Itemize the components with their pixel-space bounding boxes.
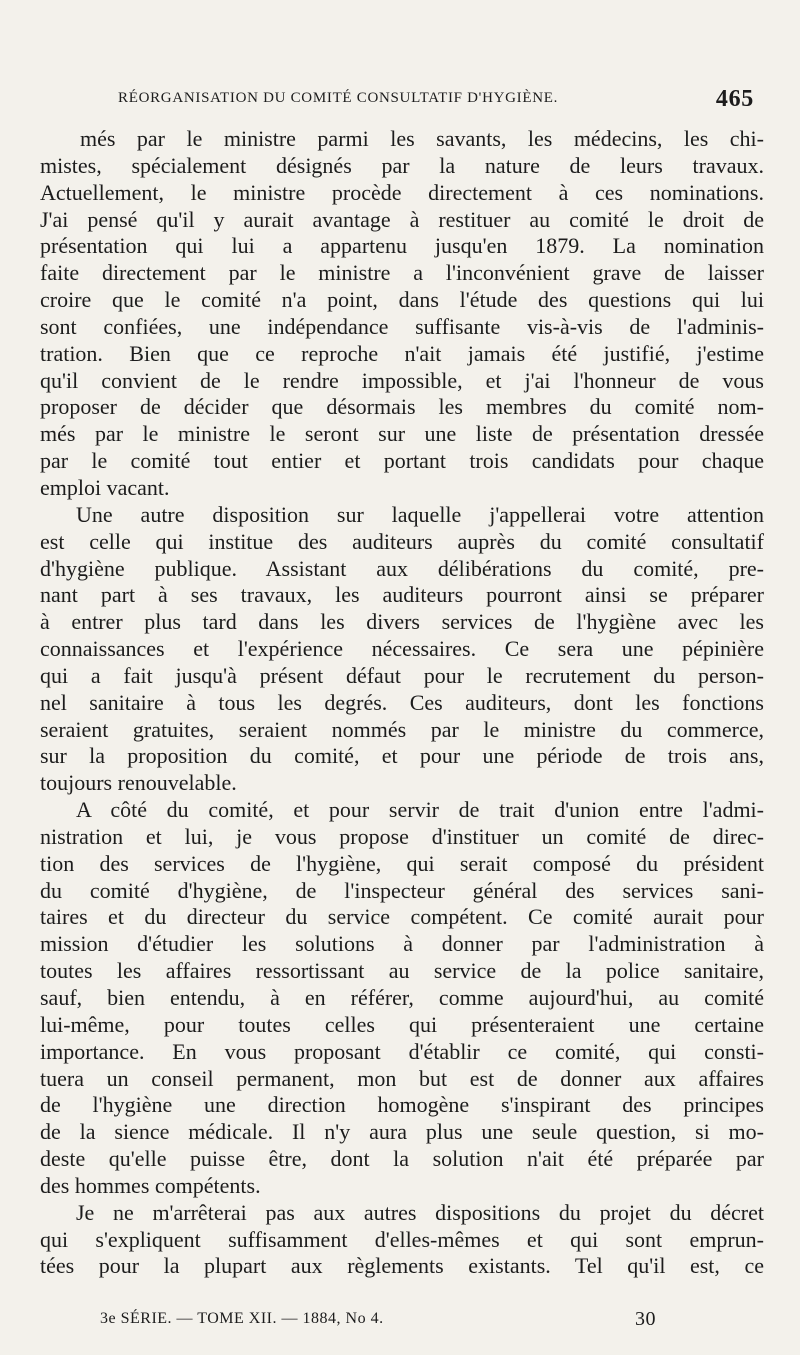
paragraph-first-line: A côté du comité, et pour servir de trait d'union entre l'admi- [76, 797, 764, 823]
text-line: tration. Bien que ce reproche n'ait jamais été justifié, j'estime [40, 340, 764, 366]
text-line: més par le ministre parmi les savants, les médecins, les chi- [80, 126, 764, 151]
body-text [40, 126, 764, 1280]
text-line: nistration et lui, je vous propose d'instituer un comité de direc- [40, 823, 764, 849]
text-line: tuera un conseil permanent, mon but est de donner aux affaires [40, 1065, 764, 1091]
text-line: emploi vacant. [40, 474, 170, 500]
text-line: de l'hygiène une direction homogène s'inspirant des principes [40, 1092, 764, 1118]
text-line: qui s'expliquent suffisamment d'elles-mêmes et qui sont emprun- [40, 1226, 764, 1252]
text-line: qu'il convient de le rendre impossible, et j'ai l'honneur de vous [40, 367, 764, 393]
text-line: des hommes compétents. [40, 1172, 261, 1198]
text-line: tion des services de l'hygiène, qui serait composé du président [40, 850, 764, 876]
text-line: est celle qui institue des auditeurs auprès du comité consultatif [40, 528, 764, 554]
sheet-number: 30 [635, 1308, 656, 1330]
page-number: 465 [715, 86, 754, 112]
text-line: importance. En vous proposant d'établir ce comité, qui consti- [40, 1038, 764, 1064]
text-line: du comité d'hygiène, de l'inspecteur général des services sani- [40, 877, 764, 903]
text-line: nel sanitaire à tous les degrés. Ces auditeurs, dont les fonctions [40, 689, 764, 715]
text-line: taires et du directeur du service compétent. Ce comité aurait pour [40, 904, 764, 930]
text-line: Actuellement, le ministre procède directement à ces nominations. [40, 179, 764, 205]
text-line: sauf, bien entendu, à en référer, comme aujourd'hui, au comité [40, 985, 764, 1010]
text-line: deste qu'elle puisse être, dont la solution n'ait été préparée par [40, 1146, 764, 1172]
text-line: mistes, spécialement désignés par la nature de leurs travaux. [40, 152, 764, 178]
text-line: toujours renouvelable. [40, 770, 237, 796]
text-line: tées pour la plupart aux règlements existants. Tel qu'il est, ce [40, 1253, 764, 1279]
running-head [118, 86, 768, 112]
text-line: à entrer plus tard dans les divers services de l'hygiène avec les [40, 609, 764, 635]
running-title: RÉORGANISATION DU COMITÉ CONSULTATIF D'HYGIÈNE. [118, 90, 559, 106]
text-line: sont confiées, une indépendance suffisante vis-à-vis de l'adminis- [40, 313, 764, 339]
paragraph-first-line: Une autre disposition sur laquelle j'appellerai votre attention [76, 501, 764, 527]
text-line: J'ai pensé qu'il y aurait avantage à restituer au comité le droit de [40, 206, 764, 232]
text-line: nant part à ses travaux, les auditeurs pourront ainsi se préparer [40, 582, 764, 608]
text-line: croire que le comité n'a point, dans l'étude des questions qui lui [40, 287, 764, 313]
text-line: qui a fait jusqu'à présent défaut pour le recrutement du person- [40, 662, 764, 688]
series-info: 3e SÉRIE. — TOME XII. — 1884, No 4. [100, 1310, 384, 1327]
paragraph-first-line: Je ne m'arrêterai pas aux autres dispositions du projet du décret [76, 1199, 764, 1225]
text-line: lui-même, pour toutes celles qui présenteraient une certaine [40, 1011, 764, 1037]
text-line: seraient gratuites, seraient nommés par le ministre du commerce, [40, 716, 764, 742]
text-line: de la sience médicale. Il n'y aura plus une seule question, si mo- [40, 1119, 764, 1145]
text-line: més par le ministre le seront sur une liste de présentation dressée [40, 421, 764, 447]
page-footer [100, 1310, 670, 1334]
text-line: faite directement par le ministre a l'inconvénient grave de laisser [40, 260, 764, 286]
text-line: connaissances et l'expérience nécessaires. Ce sera une pépinière [40, 636, 764, 662]
text-line: d'hygiène publique. Assistant aux délibérations du comité, pre- [40, 555, 764, 581]
text-line: proposer de décider que désormais les membres du comité nom- [40, 394, 764, 420]
text-line: présentation qui lui a appartenu jusqu'en 1879. La nomination [40, 233, 764, 259]
text-line: toutes les affaires ressortissant au service de la police sanitaire, [40, 958, 764, 984]
text-line: mission d'étudier les solutions à donner par l'administration à [40, 931, 764, 957]
text-line: par le comité tout entier et portant trois candidats pour chaque [40, 448, 764, 474]
text-line: sur la proposition du comité, et pour une période de trois ans, [40, 743, 764, 769]
